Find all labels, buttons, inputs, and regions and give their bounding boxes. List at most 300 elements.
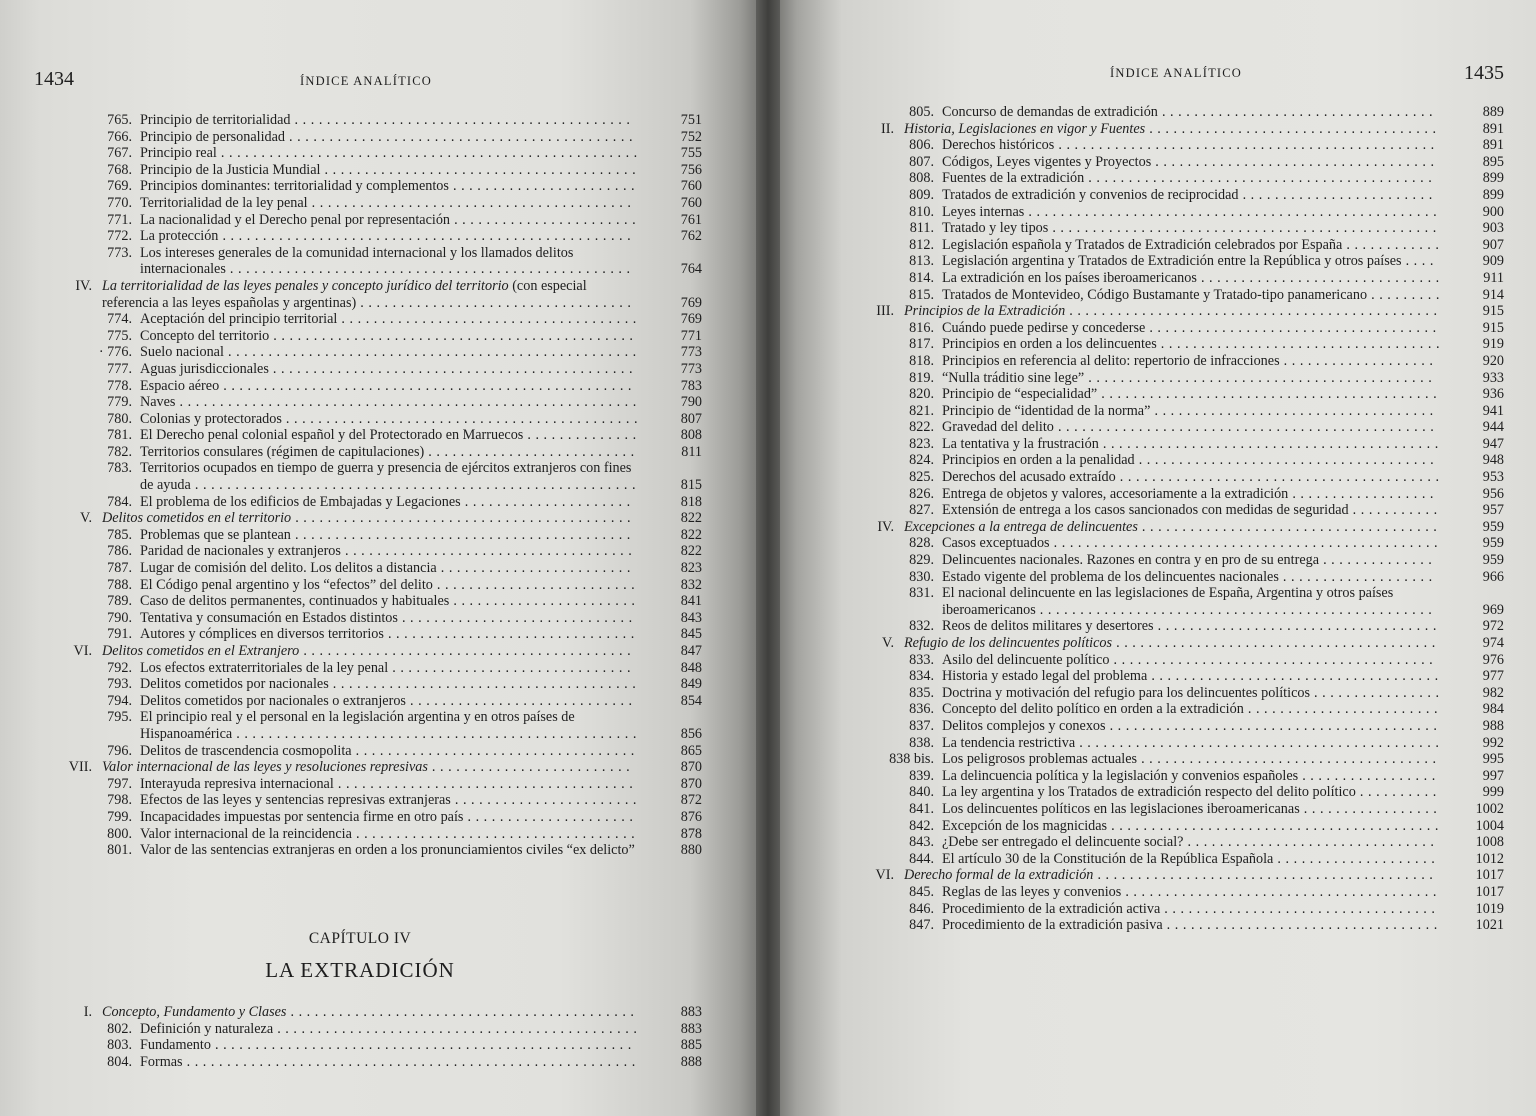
entry-number: 807.	[909, 153, 934, 170]
index-entry	[832, 170, 1504, 187]
entry-title	[942, 253, 1440, 270]
entry-page-number: 957	[1482, 502, 1504, 519]
index-entry	[832, 469, 1504, 486]
entry-title-text: Los efectos extraterritoriales de la ley penal	[140, 659, 389, 676]
entry-number: 839.	[909, 767, 934, 784]
entry-title	[140, 427, 638, 444]
entry-title-text: Tratados de extradición y convenios de reciprocidad	[942, 186, 1239, 203]
entry-page-number: 959	[1482, 518, 1504, 535]
entry-page-number: 811	[681, 443, 702, 460]
book-gutter	[756, 0, 780, 1116]
index-section	[832, 635, 1504, 652]
leader-dots: . . . . . . . . . . . . . . . . . . . . . . . . .	[432, 576, 636, 593]
section-numeral: VI.	[73, 643, 92, 659]
leader-dots: . . . . . . . . . . . . . . . . . . . . . . . . . . . . . . . . . . . .	[1145, 319, 1437, 336]
leader-dots: . . . . . . . . . . . . . . . . . . . . . . . . . . . . . . . . . . . . . . .	[1121, 883, 1437, 900]
entry-number: 805.	[909, 104, 934, 120]
entry-title	[942, 469, 1440, 486]
leader-dots: . . . . . . . . . . . . . . . . . . . . . . . . . . . . . . . . . . . . . . . . . . . . . . . . . .	[225, 261, 631, 278]
index-entry	[30, 162, 702, 179]
entry-number: 779.	[107, 394, 132, 411]
entry-title-text: Caso de delitos permanentes, continuados y habituales	[140, 593, 450, 610]
leader-dots: . . . .	[1401, 253, 1434, 270]
entry-page-number: 915	[1482, 319, 1504, 336]
entry-title-text: Casos exceptuados	[942, 535, 1050, 552]
entry-page-number: 822	[680, 526, 702, 543]
entry-page-number: 956	[1482, 485, 1504, 502]
index-entry	[30, 361, 702, 378]
left-page	[0, 0, 764, 1116]
index-entry	[30, 112, 702, 129]
entry-title-text: La ley argentina y los Tratados de extradición respecto del delito político	[942, 784, 1356, 801]
entry-title-text: La extradición en los países iberoamericanos	[942, 269, 1197, 286]
entry-page-number: 941	[1482, 402, 1504, 419]
entry-title	[942, 419, 1440, 436]
index-entry	[832, 253, 1504, 270]
entry-page-number: 988	[1482, 717, 1504, 734]
entry-title-text: Los peligrosos problemas actuales	[942, 751, 1138, 768]
entry-page-number: 959	[1482, 535, 1504, 552]
entry-title-italic: La territorialidad de las leyes penales y concepto jurídico del territorio	[102, 277, 509, 294]
entry-number: 841.	[909, 800, 934, 817]
index-entry	[30, 328, 702, 345]
leader-dots: . . . . . . . . . . . . . . . . . . . . . . . . . . . . . . . . . . . .	[1145, 120, 1437, 137]
entry-number: 835.	[909, 684, 934, 701]
entry-title	[942, 535, 1440, 552]
index-entry	[832, 336, 1504, 353]
entry-number: 844.	[909, 850, 934, 867]
entry-page-number: 899	[1482, 170, 1504, 187]
leader-dots: . . . . . . . . . . . . . . . . . . . . . . . . . . . .	[405, 692, 633, 709]
index-entry	[832, 320, 1504, 337]
entry-title-text: Delitos cometidos por nacionales o extranjeros	[140, 692, 406, 709]
entry-title-text: Delitos de trascendencia cosmopolita	[140, 742, 352, 759]
entry-title	[140, 178, 638, 195]
entry-page-number: 936	[1482, 386, 1504, 403]
entry-title	[140, 344, 638, 361]
entry-title	[140, 560, 638, 577]
index-entry	[30, 460, 702, 493]
leader-dots: . . . . . . . . . . . .	[1342, 236, 1440, 253]
index-entry	[30, 560, 702, 577]
index-entry	[832, 901, 1504, 918]
entry-title	[942, 137, 1440, 154]
leader-dots: . . . . . . . . . . . . . . . . . . . . . . . . . . . . . . . . . . . . . . . . . . . . .	[1075, 734, 1440, 751]
index-entry	[30, 693, 702, 710]
leader-dots: . . . . . . . . . . . . . . . . . . . . . . . . . . . . . . . . . . . . . . . . . . . . . . . . . . . . . . .	[190, 477, 636, 494]
entry-number: 813.	[909, 253, 934, 270]
entry-title	[140, 743, 638, 760]
entry-page-number: 808	[680, 427, 702, 444]
entry-title-text: Aguas jurisdiccionales	[140, 360, 269, 377]
leader-dots: . . . . . . . . . . . . . .	[1319, 552, 1433, 569]
entry-title-text: La tentativa y la frustración	[942, 435, 1099, 452]
entry-number: 796.	[107, 742, 132, 759]
entry-title	[140, 112, 638, 129]
index-entry	[30, 178, 702, 195]
index-entry	[30, 129, 702, 146]
index-entry	[832, 370, 1504, 387]
section-numeral: VII.	[68, 759, 92, 776]
index-entry	[30, 776, 702, 793]
leader-dots: . . . . . . . . . . . . . . . . . . . . . . . . . . . . . . . . . . . . . . . . .	[299, 643, 632, 659]
entry-page-number: 848	[680, 659, 702, 676]
entry-title	[140, 494, 638, 511]
entry-title	[942, 784, 1440, 801]
index-entry	[30, 527, 702, 544]
entry-title	[942, 884, 1440, 901]
leader-dots: . . . . . . . . . . . . . . . . . . . . . . . . . . . . . . . . . . . . . . . . .	[1107, 817, 1439, 834]
index-entry	[832, 187, 1504, 204]
index-entry	[30, 1054, 702, 1071]
entry-title	[140, 776, 638, 793]
leader-dots: . . . . . . . . . . . . . . . . . . . . . . . . . . . . . . . . . . . . . . .	[320, 161, 637, 178]
entry-title	[942, 901, 1440, 918]
entry-page-number: 756	[680, 161, 702, 178]
entry-number: 797.	[107, 775, 132, 792]
leader-dots: . . . . . . . . . . .	[1348, 502, 1438, 519]
right-page-number: 1435	[1464, 62, 1504, 84]
entry-title	[140, 660, 638, 677]
entry-number: 817.	[909, 336, 934, 353]
entry-title-text: Colonias y protectorados	[140, 410, 282, 427]
entry-page-number: 933	[1482, 369, 1504, 386]
entry-title-text: El artículo 30 de la Constitución de la República Española	[942, 850, 1274, 867]
index-entry	[832, 784, 1504, 801]
entry-number: 833.	[909, 651, 934, 668]
entry-number: 766.	[107, 128, 132, 145]
entry-number: 821.	[909, 402, 934, 419]
index-entry	[30, 411, 702, 428]
index-entry	[832, 685, 1504, 702]
entry-title	[942, 818, 1440, 835]
entry-title	[140, 460, 638, 493]
entry-title	[942, 569, 1440, 586]
entry-title-text: Autores y cómplices en diversos territorios	[140, 626, 384, 643]
leader-dots: . . . . . . . . . . . . . . . . . . . . . . . . . . . . . . . . . . . . . . . . . . . .	[281, 410, 638, 427]
leader-dots: . . . . . . . . . . . . . . . . . . . . . . . . . . . . . . . . . .	[1162, 917, 1438, 934]
entry-number: 777.	[107, 360, 132, 377]
entry-title	[942, 270, 1440, 287]
entry-number: 845.	[909, 883, 934, 900]
entry-number: 836.	[909, 701, 934, 718]
index-entry	[832, 751, 1504, 768]
entry-title	[140, 162, 638, 179]
entry-number: 769.	[107, 178, 132, 195]
entry-page-number: 764	[680, 261, 702, 278]
entry-title	[904, 121, 1440, 138]
entry-page-number: 769	[680, 294, 702, 311]
entry-number: 803.	[107, 1037, 132, 1054]
index-entry	[832, 917, 1504, 934]
entry-title-text: Historia, Legislaciones en vigor y Fuentes	[904, 120, 1146, 137]
entry-title-text: Excepción de los magnicidas	[942, 817, 1108, 834]
entry-number: · 776.	[98, 344, 132, 361]
entry-title-text: Valor internacional de la reincidencia	[140, 825, 352, 842]
entry-number: 790.	[107, 609, 132, 626]
entry-title-text: Tratado y ley tipos	[942, 220, 1049, 237]
entry-number: 785.	[107, 526, 132, 543]
entry-page-number: 876	[680, 808, 702, 825]
entry-page-number: 843	[680, 609, 702, 626]
leader-dots: . . . . . . . . . . . . . . . . . . . . . . . . . . . . . . . . . . .	[1151, 153, 1435, 170]
leader-dots: . . . . . . . . . . . . . . . . . . . . . . . . . . . . . . . . . . . . . . . .	[307, 194, 632, 211]
index-entry	[30, 344, 702, 361]
section-numeral: IV.	[877, 518, 894, 535]
entry-title	[140, 195, 638, 212]
index-entry	[832, 652, 1504, 669]
entry-number: 823.	[909, 435, 934, 452]
entry-number: 818.	[909, 352, 934, 369]
leader-dots: . . . . . . . . . . . . . . . . . . . . . . . . .	[427, 759, 631, 776]
entry-title-text: Los intereses generales de la comunidad internacional y los llamados delitos internacionales	[140, 244, 574, 278]
entry-page-number: 1004	[1475, 817, 1504, 834]
entry-title	[942, 718, 1440, 735]
entry-number: 846.	[909, 900, 934, 917]
entry-title-text: Principios en orden a los delincuentes	[942, 336, 1157, 353]
leader-dots: . . . . . . . . . . . . . . . . . . . . . . . . . . . . . . . . . . . . . . . . . .	[291, 510, 632, 527]
entry-number: 804.	[107, 1053, 132, 1070]
leader-dots: . . . . . . . . . . . . . . . . . . . . . . . . . . . . . . . . . . . . . . . . . . . . . . . . . . . .	[210, 1037, 632, 1054]
entry-title	[140, 361, 638, 378]
entry-title	[942, 834, 1440, 851]
index-entry	[832, 535, 1504, 552]
entry-title	[904, 635, 1440, 652]
entry-title-text: Gravedad del delito	[942, 419, 1054, 436]
entry-number: 822.	[909, 419, 934, 436]
entry-number: 832.	[909, 618, 934, 635]
index-entry	[832, 419, 1504, 436]
entry-number: 767.	[107, 145, 132, 162]
leader-dots: . . . . . . . . . . . . . . . . . . . . . . . . . .	[424, 443, 635, 460]
entry-number: 806.	[909, 137, 934, 154]
entry-number: 775.	[107, 327, 132, 344]
leader-dots: . . . . . . . . . . . . . . . . . . . . . . . . . . . . . . . . . . .	[1150, 402, 1434, 419]
entry-number: 770.	[107, 194, 132, 211]
entry-number: 784.	[107, 493, 132, 510]
entry-page-number: 762	[680, 228, 702, 245]
index-entry	[30, 444, 702, 461]
index-entry	[30, 610, 702, 627]
entry-page-number: 891	[1482, 120, 1504, 137]
entry-title	[102, 278, 638, 311]
entry-number: 800.	[107, 825, 132, 842]
entry-title-text: Concepto del territorio	[140, 327, 270, 344]
entry-title	[942, 170, 1440, 187]
index-entry	[30, 195, 702, 212]
leader-dots: . . . . . . . . . . . . . . . . . . . . . . . . . . . . . . . . . . . . . . . . . . . . . . . .	[1049, 535, 1439, 552]
entry-page-number: 1002	[1475, 800, 1504, 817]
section-numeral: II.	[881, 120, 894, 137]
index-entry	[30, 593, 702, 610]
entry-number: 811.	[909, 220, 934, 237]
leader-dots: . . . . . . . . . . . . . . . . . . . . . . . . . . . . . . . . . . . . . . . .	[1112, 635, 1436, 651]
entry-page-number: 783	[680, 377, 702, 394]
entry-page-number: 909	[1482, 253, 1504, 270]
entry-title	[942, 353, 1440, 370]
index-section	[30, 643, 702, 660]
entry-title	[140, 676, 638, 693]
entry-number: 771.	[107, 211, 132, 228]
index-entry	[30, 809, 702, 826]
index-entry	[30, 394, 702, 411]
entry-title	[942, 585, 1440, 618]
entry-title-text: Derechos históricos	[942, 137, 1055, 154]
index-entry	[30, 743, 702, 760]
index-entry	[832, 768, 1504, 785]
index-entry	[30, 543, 702, 560]
leader-dots: . . . . . . . . . . . . . . . . . . . . . . . . . . . . . . . . . . . . .	[1137, 518, 1438, 535]
entry-page-number: 948	[1482, 452, 1504, 469]
entry-page-number: 773	[680, 360, 702, 377]
leader-dots: . . . . . . . . . . . . . . . . . . . . . . . . . . . . . . . . . . . . . . . . . . .	[1084, 369, 1433, 386]
entry-page-number: 854	[680, 692, 702, 709]
leader-dots: . . . . . . . . . . . . . . . . . . . . . . . . . . . . . . . . . . . . . . . . . . .	[285, 128, 634, 145]
entry-title	[942, 154, 1440, 171]
leader-dots: . . . . . . . . . . . . . . . . . . . . . . . . . . . . . . . . . .	[1157, 104, 1434, 120]
entry-number: 789.	[107, 593, 132, 610]
entry-page-number: 760	[680, 194, 702, 211]
entry-title	[140, 527, 638, 544]
index-entry	[832, 834, 1504, 851]
entry-title-text: Fundamento	[140, 1037, 211, 1054]
leader-dots: . . . . . . . . . . . . . . . . . . . . . . . . . . . . . . . . . . . . . . . . . .	[290, 526, 631, 543]
right-running-head: ÍNDICE ANALÍTICO	[1110, 66, 1243, 80]
leader-dots: . . . . . . . . . . . . . . . . . . . . . . . . . . . . . . .	[383, 626, 635, 643]
entry-title	[140, 228, 638, 245]
section-numeral: IV.	[75, 277, 92, 294]
entry-title-text: Problemas que se plantean	[140, 526, 291, 543]
entry-title	[942, 768, 1440, 785]
entry-title	[942, 801, 1440, 818]
entry-page-number: 953	[1482, 469, 1504, 486]
entry-title	[942, 287, 1440, 304]
right-entries	[832, 104, 1504, 934]
index-entry	[30, 427, 702, 444]
leader-dots: . . . . . . . . . . . . . . . . . . . . . . . . . . . . . . . . . . . . . . . . . . . . . . . . . . .	[219, 377, 632, 394]
entry-page-number: 947	[1482, 435, 1504, 452]
entry-title	[140, 543, 638, 560]
entry-page-number: 915	[1482, 303, 1504, 320]
leader-dots: . . . . . . . . . . . . . . . . . . . .	[1273, 850, 1436, 867]
entry-page-number: 847	[680, 643, 702, 659]
index-entry	[832, 668, 1504, 685]
entry-title	[942, 685, 1440, 702]
leader-dots: . . . . . . . . . . . . . .	[523, 427, 637, 444]
entry-title-text: ¿Debe ser entregado el delincuente social?	[942, 834, 1184, 851]
entry-title-text: Territorialidad de la ley penal	[140, 194, 308, 211]
index-entry	[832, 137, 1504, 154]
index-section	[30, 510, 702, 527]
entry-title-text: Delincuentes nacionales. Razones en contra y en pro de su entrega	[942, 552, 1320, 569]
section-numeral: III.	[876, 303, 894, 320]
entry-title	[942, 104, 1440, 121]
entry-title-text: Principios en orden a la penalidad	[942, 452, 1135, 469]
entry-page-number: 999	[1482, 784, 1504, 801]
leader-dots: . . . . . . . . . . . . . . . . . . . . . . . . . . . . . . . . . .	[1160, 900, 1436, 917]
entry-title	[942, 552, 1440, 569]
index-entry	[832, 104, 1504, 121]
entry-title	[942, 320, 1440, 337]
entry-title-text: El Código penal argentino y los “efectos” del delito	[140, 576, 433, 593]
index-section	[832, 519, 1504, 536]
entry-title	[942, 851, 1440, 868]
entry-title-text: Extensión de entrega a los casos sancionados con medidas de seguridad	[942, 502, 1349, 519]
entry-number: 842.	[909, 817, 934, 834]
entry-title-text: Definición y naturaleza	[140, 1020, 274, 1037]
entry-page-number: 771	[680, 327, 702, 344]
leader-dots: . . . . . . . . . . . . . . . . . . . . .	[463, 808, 634, 825]
index-section	[832, 867, 1504, 884]
entry-page-number: 1021	[1475, 917, 1504, 934]
entry-title	[102, 759, 638, 776]
entry-page-number: 845	[680, 626, 702, 643]
entry-page-number: 972	[1482, 618, 1504, 635]
entry-page-number: 982	[1482, 684, 1504, 701]
leader-dots: . . . . . . . . . . . . . . . . . . . . . . . . . . . . . . . . . . .	[1156, 336, 1440, 353]
index-entry	[832, 569, 1504, 586]
entry-title-text: Procedimiento de la extradición pasiva	[942, 917, 1163, 934]
leader-dots: . . . . . . . . . .	[1355, 784, 1437, 801]
entry-title-text: Doctrina y motivación del refugio para los delincuentes políticos	[942, 684, 1310, 701]
entry-page-number: 895	[1482, 153, 1504, 170]
entry-page-number: 818	[680, 493, 702, 510]
entry-page-number: 883	[680, 1020, 702, 1037]
entry-page-number: 815	[680, 477, 702, 494]
entry-page-number: 832	[680, 576, 702, 593]
index-entry	[30, 676, 702, 693]
entry-number: 780.	[107, 410, 132, 427]
leader-dots: . . . . . . . . . . . . . . . . . . . . . . . . . . . . . . . . . . . . . . . . . .	[1093, 867, 1434, 884]
entry-title-text: Aceptación del principio territorial	[140, 311, 338, 328]
leader-dots: . . . . . . . . . . . . . . . . . . . . . . . . . . . . . . . . . . . . . . . . . . . . . . .	[1053, 419, 1435, 436]
entry-title	[140, 842, 638, 859]
left-entries-top	[30, 112, 702, 859]
entry-page-number: 900	[1482, 203, 1504, 220]
entry-number: 834.	[909, 668, 934, 685]
entry-page-number: 974	[1482, 635, 1504, 651]
entry-title-text: Excepciones a la entrega de delincuentes	[904, 518, 1138, 535]
entry-number: 781.	[107, 427, 132, 444]
leader-dots: . . . . . . . . . . . . . . . . . . . . . . . . . . . . . . . . . . . .	[340, 543, 633, 560]
entry-page-number: 959	[1482, 552, 1504, 569]
left-entries-bottom	[30, 1004, 702, 1070]
entry-page-number: 856	[680, 725, 702, 742]
entry-title-text: Principio de “especialidad”	[942, 386, 1098, 403]
entry-title-text: Territorios consulares (régimen de capitulaciones)	[140, 443, 425, 460]
index-entry	[832, 818, 1504, 835]
entry-title	[942, 403, 1440, 420]
entry-page-number: 1012	[1475, 850, 1504, 867]
chapter-heading	[240, 930, 480, 983]
leader-dots: . . . . . . . . . . . . . . . . . . . . . . . . . . . . . . . . . . . . . . . . . . . . . . . . . .	[232, 725, 637, 742]
entry-title	[140, 693, 638, 710]
leader-dots: . . . . . . . . . . . . . . . . . . . . .	[460, 493, 631, 510]
entry-title-text: Entrega de objetos y valores, accesoriamente a la extradición	[942, 485, 1289, 502]
right-page	[772, 0, 1536, 1116]
entry-title-text: Lugar de comisión del delito. Los delitos a distancia	[140, 560, 437, 577]
entry-title-text: La delincuencia política y la legislación y convenios españoles	[942, 767, 1299, 784]
entry-page-number: 872	[680, 792, 702, 809]
entry-number: 827.	[909, 502, 934, 519]
index-entry	[832, 452, 1504, 469]
entry-title-text: Principio de territorialidad	[140, 112, 291, 128]
index-entry	[30, 311, 702, 328]
entry-title	[140, 245, 638, 278]
leader-dots: . . . . . . . . . . . . . . . . . . . . . . . . . . . . . . . . . . . . . . . .	[1115, 469, 1440, 486]
index-entry	[30, 378, 702, 395]
entry-title	[942, 237, 1440, 254]
